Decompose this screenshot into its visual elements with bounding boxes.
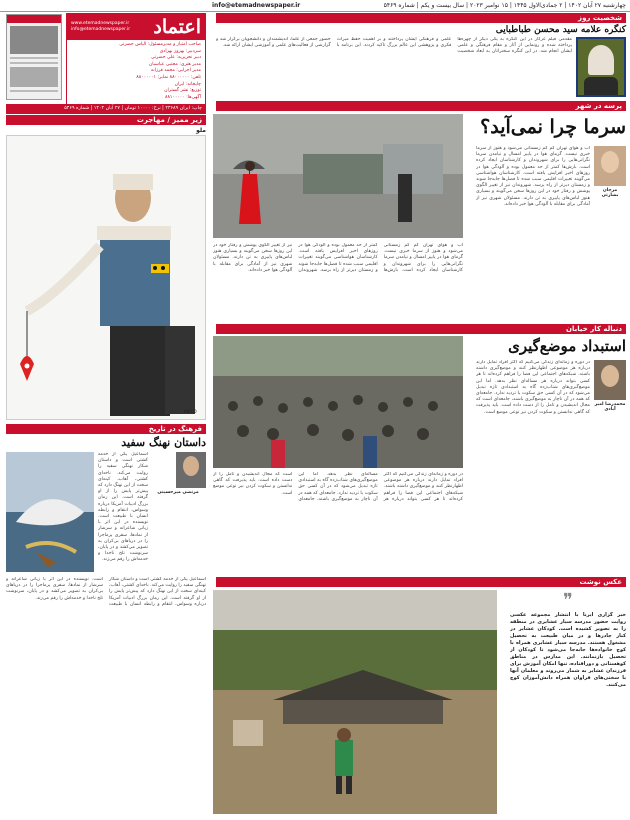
cartoon-credit: MELO [184, 410, 197, 415]
story-author-photo [176, 452, 206, 488]
main-text-col-1: آب و هوای تهران کم کم زمستانی می‌شود و هنوز از سرما خبری نیست. گرمای هوا در پاییز امسال و نیامدن سرما نگرانی‌هایی را برای شهروندان و کارشناسان ایجاد کرده است. بارش‌ها کمتر از حد معمول بوده و آلودگی هوا در روزهای اخیر افزایش یافته است. کارشناسان هواشناسی می‌گویند تغییرات اقلیمی سبب شده تا فصل‌ها جابه‌جا شوند و زمستان دیرتر از راه برسد. شهروندان نیز از تغییر الگوی پوشش و رفتار خود در این روزها سخن می‌گویند و بسیاری هنوز لباس‌های پاییزی به تن دارند. مسئولان شهری نیز از آمادگی برای مقابله با آلودگی هوا خبر داده‌اند. [476, 146, 590, 207]
front-page-thumbnail [6, 14, 62, 100]
header-email: info@etemadnewspaper.ir [212, 2, 301, 9]
main-author-name: مرجان بشارتی [601, 188, 619, 198]
section-band-photo: عکس نوشت [216, 577, 626, 587]
quote-icon: ❞ [563, 590, 573, 611]
personality-portrait [576, 37, 626, 97]
masthead-line: توزیع: نشر گستران [164, 88, 201, 94]
main-author-photo [594, 146, 626, 186]
story-text-col-2: اسماعیل یکی از خدمه کشتی است و داستان شکار نهنگی سفید را روایت می‌کند. ناخدای کشتی، آهاب، کینه‌ای سخت از این نهنگ دارد که پیش‌تر پایش را از او گرفته است. این رمان بزرگ ادبیات آمریکا درباره وسواس، انتقام و رابطه انسان با طبیعت است. نویسنده در این اثر با زبانی شاعرانه و سرشار از نمادها، سفری پرماجرا را در دریاهای بی‌کران به تصویر می‌کشد و در پایان، سرنوشت تلخ ناخدا و خدمه‌اش را رقم می‌زند. [6, 577, 206, 607]
masthead-box [66, 13, 206, 105]
cartoon-title: ملو [196, 127, 206, 134]
second-author-photo [594, 360, 626, 400]
second-photo-crowd [213, 336, 463, 468]
section-band-street: دنباله کار خیابان [216, 324, 626, 334]
masthead-lines [67, 40, 205, 103]
story-whale-painting [6, 452, 94, 572]
masthead-line: مدیر اجرایی: محمد فرزانه [150, 68, 201, 74]
masthead-line: مدیر هنری: مجتبی عباسیان [148, 61, 201, 67]
main-text-col-2: آب و هوای تهران کم کم زمستانی می‌شود و هنوز از سرما خبری نیست. گرمای هوا در پاییز امسال و نیامدن سرما نگرانی‌هایی را برای شهروندان و کارشناسان ایجاد کرده است. بارش‌ها کمتر از حد معمول بوده و آلودگی هوا در روزهای اخیر افزایش یافته است. کارشناسان هواشناسی می‌گویند تغییرات اقلیمی سبب شده تا فصل‌ها جابه‌جا شوند و زمستان دیرتر از راه برسد. شهروندان نیز از تغییر الگوی پوشش و رفتار خود در این روزها سخن می‌گویند و بسیاری هنوز لباس‌های پاییزی به تن دارند. مسئولان شهری نیز از آمادگی برای مقابله با آلودگی هوا خبر داده‌اند. [213, 243, 463, 273]
story-text-col-1: اسماعیل یکی از خدمه کشتی است و داستان شکار نهنگی سفید را روایت می‌کند. ناخدای کشتی، آهاب، کینه‌ای سخت از این نهنگ دارد که پیش‌تر پایش را از او گرفته است. این رمان بزرگ ادبیات آمریکا درباره وسواس، انتقام و رابطه انسان با طبیعت است. نویسنده در این اثر با زبانی شاعرانه و سرشار از نمادها، سفری پرماجرا را در دریاهای بی‌کران به تصویر می‌کشد و در پایان، سرنوشت تلخ ناخدا و خدمه‌اش را رقم می‌زند. [98, 452, 148, 563]
masthead-line: چاپخانه: ایران [174, 81, 201, 87]
cartoon-illustration [6, 135, 206, 420]
masthead-footer: چاپ: ایران ۲۳۶۸۹ | نرخ: ۱۰۰۰۰ تومان | ۲۷ آبان ۱۴۰۲ | شماره ۵۴۶۹ [6, 104, 206, 114]
personality-headline: کنگره علامه سید محسن طباطبایی [495, 25, 626, 35]
second-headline: استبداد موضع‌گیری [508, 337, 626, 355]
section-band-cartoon: زیر ممیز / مهاجرت [6, 115, 206, 125]
logo-website: www.etemadnewspaper.ir [71, 21, 130, 26]
newspaper-logo: اعتماد [153, 16, 201, 38]
second-author-name: محمدرضا امیر آبادی [594, 402, 626, 412]
second-text-col-1: در دوره و زمانه‌ای زندگی می‌کنیم که اکثر افراد تمایل دارند درباره هر موضوعی اظهارنظر کنند و موضع‌گیری داشته باشند. شبکه‌های اجتماعی این فضا را فراهم کرده‌اند تا هر کسی بتواند درباره هر مساله‌ای نظر بدهد. اما این موضع‌گیری‌های شتاب‌زده گاه به استبدادی تازه تبدیل می‌شود که در آن کسی حق سکوت یا تردید ندارد. جامعه‌ای که همه در آن ناچار به موضع‌گیری باشند، جامعه‌ای است که مجال اندیشیدن و تامل را از دست داده است. باید پذیرفت که گاهی ندانستن و سکوت کردن نیز نوعی موضع است. [476, 360, 590, 415]
masthead-line: صاحب امتیاز و مدیرمسئول: الیاس حضرتی [119, 42, 201, 47]
bottom-caption-box [510, 590, 626, 814]
masthead-line: آگهی‌ها: ۸۸۱۰۰۰۰۰ [165, 94, 201, 100]
bottom-caption-text: خبر گزاری ایرنا با انتشار مجموعه عکسی روایت حضور مدرسه سیار عشایری در منطقه را به تصویر کشیده است. کودکان عشایر در کنار چادرها و در میان طبیعت به تحصیل مشغول هستند. مدرسه سیار عشایری همراه با کوچ خانواده‌ها جابه‌جا می‌شود تا کودکان از تحصیل بازنمانند. این مدارس در مناطق کوهستانی و دورافتاده، تنها امکان آموزش برای فرزندان عشایر به شمار می‌روند و معلمان آنها با سختی‌های فراوان همراه دانش‌آموزان کوچ می‌کنند. [510, 612, 626, 688]
masthead-line: دبیر تحریریه: علی حضرتی [150, 55, 201, 61]
logo-band [67, 14, 205, 40]
section-band-personality: شخصیت روز [216, 13, 626, 23]
second-text-col-2: در دوره و زمانه‌ای زندگی می‌کنیم که اکثر افراد تمایل دارند درباره هر موضوعی اظهارنظر کنند و موضع‌گیری داشته باشند. شبکه‌های اجتماعی این فضا را فراهم کرده‌اند تا هر کسی بتواند درباره هر مساله‌ای نظر بدهد. اما این موضع‌گیری‌های شتاب‌زده گاه به استبدادی تازه تبدیل می‌شود که در آن کسی حق سکوت یا تردید ندارد. جامعه‌ای که همه در آن ناچار به موضع‌گیری باشند، جامعه‌ای است که مجال اندیشیدن و تامل را از دست داده است. باید پذیرفت که گاهی ندانستن و سکوت کردن نیز نوعی موضع است. [213, 472, 463, 502]
top-header-bar [0, 0, 630, 12]
logo-email: info@etemadnewspaper.ir [71, 27, 131, 32]
date-line: چهارشنبه ۲۷ آبان ۱۴۰۲ | ۲ جمادی‌الاول ۱۴۴۵ | ۱۵ نوامبر ۲۰۲۳ | سال بیست و یکم | شماره ۵۴۶۹ [383, 2, 626, 9]
main-headline: سرما چرا نمی‌آید؟ [480, 116, 626, 138]
masthead-line: تلفن: ۸۸۰۰۰۰۰۰ نمابر: ۸۸۰۰۰۰۰۱ [136, 74, 201, 80]
story-headline: داستان نهنگ سفید [121, 436, 206, 449]
main-photo-rain-street [213, 114, 463, 238]
story-author-name: مرتضی میرحسینی [157, 490, 199, 495]
masthead-line: سردبیر: بهروز بهزادی [159, 48, 201, 54]
section-band-history: فرهنگ در تاریخ [6, 424, 206, 434]
bottom-photo-nomad-tents [213, 590, 497, 814]
section-band-city: پرسه در شهر [216, 101, 626, 111]
personality-text: مقدمی فیلم غرکار در این کنگره به یکی دیگر از چهره‌ها پرداخته شده و رونمایی از آثار و مقام فرهنگی و علمی ایشان انجام شد. در این کنگره سخنرانان به ابعاد شخصیت علمی و فرهنگی ایشان پرداختند و بر اهمیت حفظ میراث فکری و پژوهشی این عالم بزرگ تاکید کردند. این برنامه با حضور جمعی از علما، اندیشمندان و دانشجویان برگزار شد و گزارشی از فعالیت‌های علمی و آموزشی ایشان ارائه شد. [216, 37, 572, 55]
